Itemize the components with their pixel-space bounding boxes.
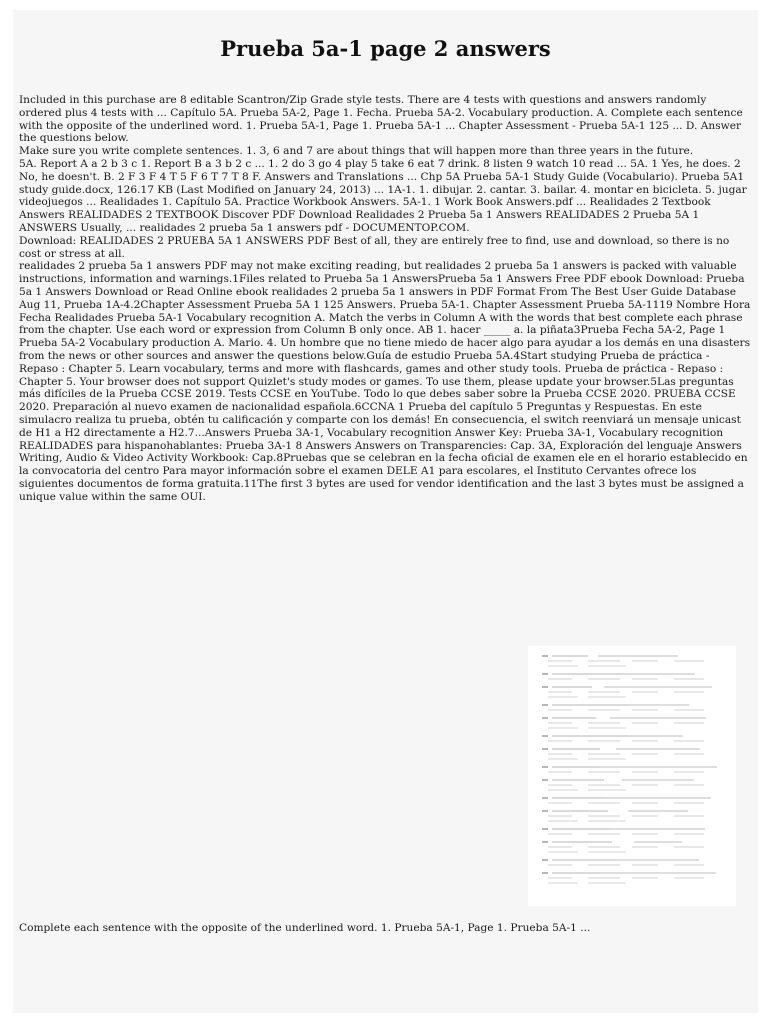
article-body xyxy=(19,94,751,504)
paragraph: Download: REALIDADES 2 PRUEBA 5A 1 ANSWERS PDF Best of all, they are entirely free to find, use and download, so there is no cost or stress at all. xyxy=(19,234,730,260)
paragraph: 5A. Report A a 2 b 3 c 1. Report B a 3 b 2 c ... 1. 2 do 3 go 4 play 5 take 6 eat 7 drink. 8 listen 9 watch 10 read ... 5A. 1 Yes, he does. 2 No, he doesn't. B. 2 F 3 F 4 T 5 F 6 T 7 T 8 F. Answers and Translations ... Chp 5A Prueba 5A-1 Study Guide (Vocabulario). Prueba 5A1 study guide.docx, 126.17 KB (Last Modified on January 24, 2013) ... 1A-1. 1. dibujar. 2. cantar. 3. bailar. 4. montar en bicicleta. 5. jugar videojuegos ... Realidades 1. Capítulo 5A. Practice Workbook Answers. 5A-1. 1 Work Book Answers.pdf ... Realidades 2 Textbook Answers REALIDADES 2 TEXTBOOK Discover PDF Download Realidades 2 Prueba 5a 1 Answers REALIDADES 2 Prueba 5A 1 ANSWERS Usually, ... realidades 2 prueba 5a 1 answers pdf - DOCUMENTOP.COM. xyxy=(19,157,747,234)
worksheet-thumbnail xyxy=(528,646,736,906)
document-page xyxy=(13,10,758,1013)
footer-text: Complete each sentence with the opposite of the underlined word. 1. Prueba 5A-1, Page 1. Prueba 5A-1 ... xyxy=(19,921,591,934)
worksheet-preview-image xyxy=(528,646,736,906)
paragraph: Make sure you write complete sentences. 1. 3, 6 and 7 are about things that will happen more than three years in the future. xyxy=(19,145,694,158)
page-title: Prueba 5a-1 page 2 answers xyxy=(220,36,551,61)
paragraph: Included in this purchase are 8 editable Scantron/Zip Grade style tests. There are 4 tests with questions and answers randomly ordered plus 4 tests with ... Capítulo 5A. Prueba 5A-2, Page 1. Fecha. Prueba 5A-2. Vocabulary production. A. Complete each sentence with the opposite of the underlined word. 1. Prueba 5A-1, Page 1. Prueba 5A-1 ... Chapter Assessment - Prueba 5A-1 125 ... D. Answer the questions below. xyxy=(19,94,743,145)
paragraph: realidades 2 prueba 5a 1 answers PDF may not make exciting reading, but realidades 2 prueba 5a 1 answers is packed with valuable instructions, information and warnings.1Files related to Prueba 5a 1 AnswersPrueba 5a 1 Answers Free PDF ebook Download: Prueba 5a 1 Answers Download or Read Online ebook realidades 2 prueba 5a 1 answers in PDF Format From The Best User Guide Database Aug 11, Prueba 1A-4.2Chapter Assessment Prueba 5A 1 125 Answers. Prueba 5A-1. Chapter Assessment Prueba 5A-1119 Nombre Hora Fecha Realidades Prueba 5A-1 Vocabulary recognition A. Match the verbs in Column A with the words that best complete each phrase from the chapter. Use each word or expression from Column B only once. AB 1. hacer _____ a. la piñata3Prueba Fecha 5A-2, Page 1 Prueba 5A-2 Vocabulary production A. Mario. 4. Un hombre que no tiene miedo de hacer algo para ayudar a los demás en una disasters from the news or other sources and answer the questions below.Guía de estudio Prueba 5A.4Start studying Prueba de práctica - Repaso : Chapter 5. Learn vocabulary, terms and more with flashcards, games and other study tools. Prueba de práctica - Repaso : Chapter 5. Your browser does not support Quizlet's study modes or games. To use them, please update your browser.5Las preguntas más difíciles de la Prueba CCSE 2019. Tests CCSE en YouTube. Todo lo que debes saber sobre la Prueba CCSE 2020. PRUEBA CCSE 2020. Preparación al nuevo examen de nacionalidad española.6CCNA 1 Prueba del capítulo 5 Preguntas y Respuestas. En este simulacro realiza tu prueba, obtén tu calificación y comparte con los demás! En consecuencia, el switch reenviará un mensaje unicast de H1 a H2 directamente a H2.7...Answers Prueba 3A-1, Vocabulary recognition Answer Key: Prueba 3A-1, Vocabulary recognition REALIDADES para hispanohablantes: Prueba 3A-1 8 Answers Answers on Transparencies: Cap. 3A, Exploración del lenguaje Answers Writing, Audio & Video Activity Workbook: Cap.8Pruebas que se celebran en la fecha oficial de examen ele en el horario establecido en la convocatoria del centro Para mayor información sobre el examen DELE A1 para escolares, el Instituto Cervantes ofrece los siguientes documentos de forma gratuita.11The first 3 bytes are used for vendor identification and the last 3 bytes must be assigned a unique value within the same OUI. xyxy=(19,260,751,503)
